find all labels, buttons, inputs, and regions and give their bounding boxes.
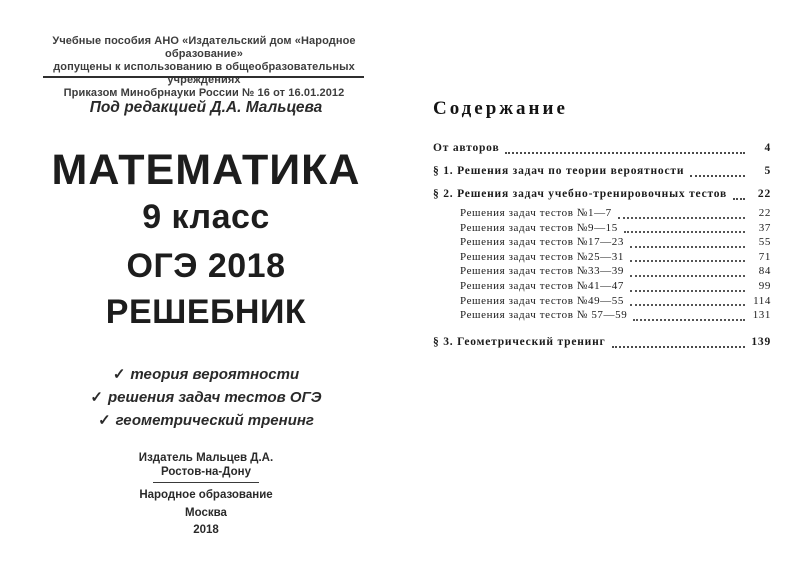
toc-subentry-tests-9-15 bbox=[433, 221, 771, 236]
publisher-city: Ростов-на-Дону bbox=[161, 465, 251, 478]
toc-entry-page: 55 bbox=[758, 236, 771, 249]
publisher-divider bbox=[153, 482, 259, 483]
dot-leader bbox=[612, 346, 745, 348]
check-icon: ✓ bbox=[98, 412, 111, 429]
toc-entry-page: 4 bbox=[764, 142, 771, 154]
contents-heading: Содержание bbox=[433, 98, 568, 119]
book-title-line-4: РЕШЕБНИК bbox=[105, 293, 307, 331]
feature-label: теория вероятности bbox=[130, 366, 300, 383]
toc-entry-label: Решения задач тестов № 57—59 bbox=[460, 309, 628, 322]
book-title-line-2: 9 класс bbox=[142, 198, 270, 236]
dot-leader bbox=[633, 319, 745, 321]
toc-entry-page: 22 bbox=[757, 188, 771, 200]
toc-entry-label: От авторов bbox=[433, 142, 500, 154]
toc-entry-section-3 bbox=[433, 335, 771, 350]
check-icon: ✓ bbox=[90, 389, 103, 406]
approval-divider bbox=[43, 76, 364, 78]
dot-leader bbox=[505, 152, 745, 154]
dot-leader bbox=[733, 198, 745, 200]
publisher-imprint: Народное образование bbox=[139, 489, 273, 501]
toc-entry-label: Решения задач тестов №17—23 bbox=[460, 236, 624, 249]
toc-entry-label: Решения задач тестов №9—15 bbox=[460, 221, 618, 234]
toc-entry-label: Решения задач тестов №25—31 bbox=[460, 250, 624, 263]
toc-entry-label: § 2. Решения задач учебно-тренировочных тестов bbox=[433, 188, 728, 200]
publication-year: 2018 bbox=[193, 524, 219, 536]
approval-line: допущены к использованию в общеобразовательных учреждениях bbox=[53, 61, 355, 86]
book-title-line-1: МАТЕМАТИКА bbox=[51, 146, 361, 194]
toc-entry-page: 37 bbox=[758, 221, 771, 234]
toc-entry-authors bbox=[433, 141, 771, 156]
toc-subentry-tests-25-31 bbox=[433, 250, 771, 265]
publisher-city-2: Москва bbox=[185, 506, 227, 519]
toc-entry-page: 22 bbox=[758, 207, 771, 219]
editor-credit: Под редакцией Д.А. Мальцева bbox=[89, 99, 323, 116]
toc-entry-label: § 1. Решения задач по теории вероятности bbox=[433, 165, 685, 177]
toc-entry-page: 114 bbox=[753, 294, 771, 307]
toc-subentry-tests-41-47 bbox=[433, 279, 771, 294]
toc-entry-page: 99 bbox=[758, 279, 771, 292]
feature-item bbox=[0, 363, 412, 386]
toc-entry-page: 139 bbox=[751, 335, 771, 348]
dot-leader bbox=[618, 217, 745, 219]
toc-subentry-tests-1-7 bbox=[433, 206, 771, 221]
dot-leader bbox=[630, 246, 745, 248]
toc-subentry-tests-17-23 bbox=[433, 235, 771, 250]
book-title-line-3: ОГЭ 2018 bbox=[126, 247, 286, 285]
toc-entry-page: 131 bbox=[752, 309, 771, 322]
toc-subentry-tests-57-59 bbox=[433, 308, 771, 323]
toc-entry-page: 84 bbox=[758, 265, 771, 278]
feature-label: геометрический тренинг bbox=[115, 412, 314, 429]
dot-leader bbox=[624, 231, 745, 233]
toc-entry-page: 5 bbox=[764, 165, 771, 177]
dot-leader bbox=[630, 290, 745, 292]
publisher-block bbox=[0, 452, 412, 540]
feature-item bbox=[0, 386, 412, 409]
approval-line: Учебные пособия АНО «Издательский дом «Народное образование» bbox=[52, 35, 356, 60]
toc-subentry-tests-33-39 bbox=[433, 264, 771, 279]
toc-entry-label: § 3. Геометрический тренинг bbox=[433, 335, 606, 348]
feature-item bbox=[0, 409, 412, 432]
check-icon: ✓ bbox=[112, 366, 126, 383]
publisher-name: Издатель Мальцев Д.А. bbox=[138, 452, 274, 464]
feature-label: решения задач тестов ОГЭ bbox=[108, 389, 322, 406]
contents-page bbox=[412, 0, 800, 571]
toc-entry-label: Решения задач тестов №1—7 bbox=[460, 207, 612, 219]
toc-entry-label: Решения задач тестов №49—55 bbox=[460, 294, 624, 307]
dot-leader bbox=[630, 304, 745, 306]
toc-entry-section-2 bbox=[433, 187, 771, 202]
dot-leader bbox=[630, 260, 745, 262]
toc-entry-label: Решения задач тестов №33—39 bbox=[460, 265, 624, 278]
dot-leader bbox=[630, 275, 745, 277]
table-of-contents bbox=[433, 141, 771, 350]
approval-line: Приказом Минобрнауки России № 16 от 16.01.2012 bbox=[63, 87, 345, 99]
approval-note bbox=[36, 35, 372, 100]
toc-subentry-tests-49-55 bbox=[433, 294, 771, 309]
dot-leader bbox=[690, 175, 745, 177]
toc-entry-page: 71 bbox=[758, 250, 771, 263]
feature-list bbox=[0, 363, 412, 432]
toc-entry-label: Решения задач тестов №41—47 bbox=[460, 279, 624, 292]
toc-entry-section-1 bbox=[433, 164, 771, 179]
